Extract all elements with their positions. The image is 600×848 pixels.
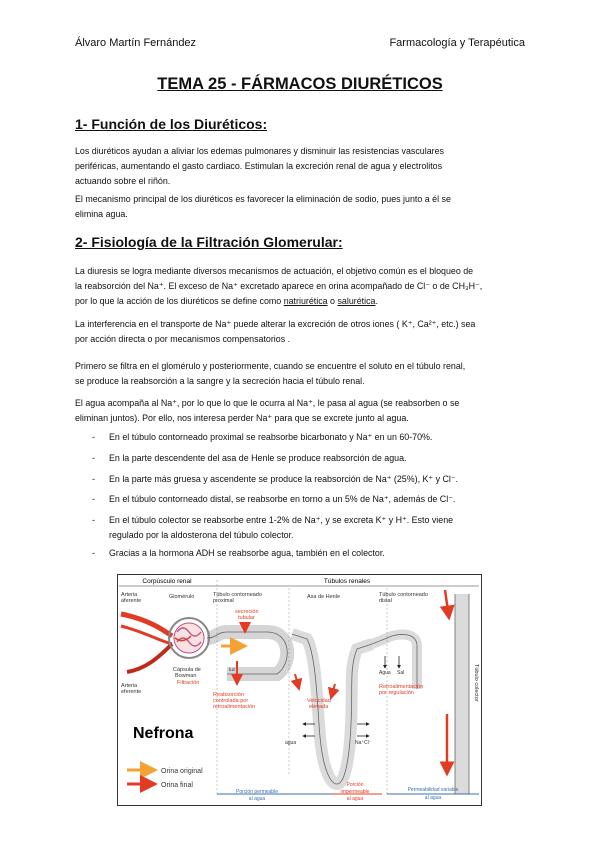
label-nacl-asa: Na⁺Cl⁻ — [355, 740, 372, 746]
label-tcp-2: proximal — [213, 598, 234, 604]
section-2-heading: 2- Fisiología de la Filtración Glomerular: — [75, 234, 343, 250]
label-retro-2: por regulación — [379, 690, 414, 696]
label-luz: luz — [229, 668, 236, 673]
label-sal-distal: Sal — [397, 670, 405, 676]
legend-original-label: Orina original — [161, 768, 203, 775]
label-tcd-2: distal — [379, 598, 392, 604]
section-1-paragraph-1: Los diuréticos ayudan a aliviar los edemas pulmonares y disminuir las resistencias vasculares periféricas, aumentando el gasto cardiaco. Estimulan la excreción renal de agua y electrolitos actuando sobre el riñón. — [75, 146, 444, 186]
label-perm-1: Porción permeable — [236, 789, 278, 795]
term-saluretica: salurética — [337, 296, 376, 306]
label-arteria-aferente-1: Arteria — [121, 592, 138, 598]
author-name: Álvaro Martín Fernández — [75, 37, 197, 49]
label-secrecion-2: tubular — [238, 615, 255, 621]
label-tubulos: Túbulos renales — [323, 578, 371, 585]
label-glomerulo: Glomérulo — [169, 594, 195, 600]
section-1-paragraph-2: El mecanismo principal de los diuréticos es favorecer la eliminación de sodio, pues junto a él se elimina agua. — [75, 194, 451, 219]
label-tcd-1: Túbulo contorneado — [379, 592, 428, 598]
label-reabs-prox-1: Reabsorción — [213, 692, 244, 698]
label-velocidad-2: elevada — [309, 704, 329, 710]
label-capsula-2: Bowman — [175, 673, 197, 679]
label-agua-distal: Agua — [379, 670, 391, 676]
section-2-paragraph-4: El agua acompaña al Na⁺, por lo que lo que le ocurra al Na⁺, le pasa al agua (se reabsorben o se eliminan juntos). Por ello, nos interesa perder Na⁺ para que se excrete junto al agua. — [75, 398, 460, 423]
label-filtracion: Filtración — [177, 680, 200, 686]
section-2-paragraph-2: La interferencia en el transporte de Na⁺ puede alterar la excreción de otros iones ( K⁺, Ca²⁺, etc.) sea por acción directa o por mecanismos compensatorios . — [75, 319, 476, 344]
label-arteria-eferente-1: Arteria — [121, 683, 138, 689]
label-retro-1: Retroalimentación — [379, 684, 424, 690]
label-agua-asa: agua — [285, 740, 297, 746]
label-capsula-1: Cápsula de — [173, 667, 201, 673]
label-secrecion-1: secreción — [235, 609, 259, 615]
label-reabs-prox-3: retroalimentación — [213, 704, 256, 710]
label-arteria-aferente-2: aferente — [121, 598, 142, 604]
legend-final-label: Orina final — [161, 782, 193, 789]
section-2-paragraph-1: La diuresis se logra mediante diversos mecanismos de actuación, el objetivo común es el bloqueo de la reabsorción del Na⁺. El exceso de Na⁺ excretado aparece en orina acompañado de Cl⁻ o de CH₃H⁻, por lo que la acción de los diuréticos se define como natriurética o salurética. — [75, 266, 483, 306]
label-tcp-1: Túbulo contorneado — [213, 592, 262, 598]
label-imp-1: Porción — [346, 782, 364, 788]
label-reabs-prox-2: controlada por — [213, 698, 249, 704]
label-asa: Asa de Henle — [307, 594, 341, 600]
label-arteria-eferente-2: eferente — [121, 689, 142, 695]
label-colector: Túbulo colector — [473, 664, 479, 702]
label-corpusculo: Corpúsculo renal — [142, 578, 192, 585]
label-perm-2: al agua — [248, 796, 266, 802]
label-imp-3: al agua — [346, 796, 364, 802]
nephron-figure — [117, 574, 482, 806]
subject-name: Farmacología y Terapéutica — [389, 37, 525, 49]
page-title: TEMA 25 - FÁRMACOS DIURÉTICOS — [157, 75, 443, 93]
label-permvar-1: Permeabilidad variable — [407, 787, 459, 793]
label-velocidad-1: Velocidad — [307, 698, 331, 704]
section-2-paragraph-3: Primero se filtra en el glomérulo y posteriormente, cuando se encuentre el soluto en el túbulo renal, se produce la reabsorción a la sangre y la secreción hacia el túbulo renal. — [75, 361, 466, 386]
label-imp-2: impermeable — [340, 789, 370, 795]
label-nefrona: Nefrona — [133, 725, 194, 742]
section-1-heading: 1- Función de los Diuréticos: — [75, 116, 268, 132]
label-permvar-2: al agua — [424, 795, 442, 801]
term-natriuretica: natriurética — [283, 296, 328, 306]
